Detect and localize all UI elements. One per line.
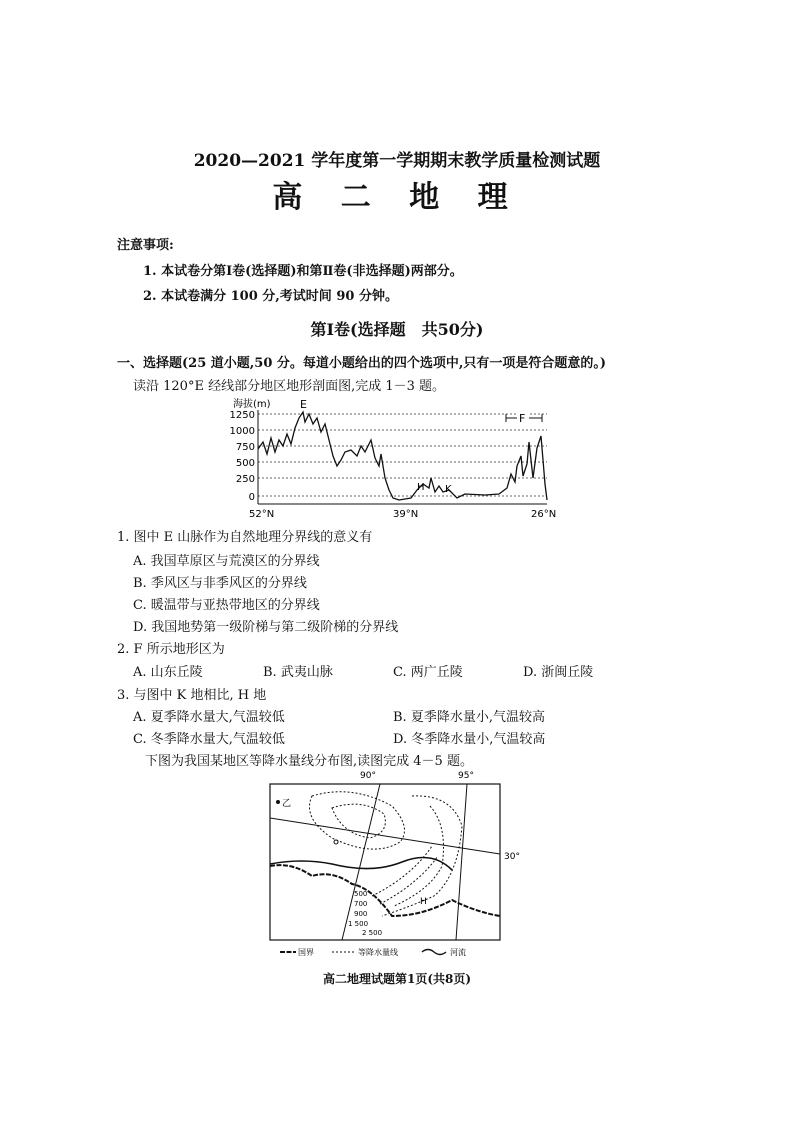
profile-gridlines <box>258 414 547 496</box>
question-3-option-d: D. 冬季降水量小,气温较高 <box>393 732 546 747</box>
meridian-95 <box>456 784 467 940</box>
part1-title: 第Ⅰ卷(选择题 共50分) <box>310 320 484 339</box>
section-heading: 一、选择题(25 道小题,50 分。每道小题给出的四个选项中,只有一项是符合题意的。) <box>117 356 607 371</box>
question-3-option-a: A. 夏季降水量大,气温较低 <box>133 710 285 725</box>
question-1-option-b: B. 季风区与非季风区的分界线 <box>133 576 307 591</box>
iso-label-900: 900 <box>354 910 368 918</box>
iso-label-500: 500 <box>354 890 368 898</box>
terrain-profile-line <box>258 412 547 500</box>
city-marker <box>334 840 338 844</box>
parallel-30 <box>270 818 500 854</box>
notice-heading: 注意事项: <box>117 238 174 253</box>
question-2-option-a: A. 山东丘陵 <box>133 665 203 680</box>
ytick: 750 <box>235 442 255 453</box>
label-K: K <box>445 484 452 495</box>
page-footer: 高二地理试题第1页(共8页) <box>322 972 472 986</box>
national-border <box>270 865 500 916</box>
notice-item-1: 1. 本试卷分第Ⅰ卷(选择题)和第Ⅱ卷(非选择题)两部分。 <box>143 264 463 279</box>
question-2-stem: 2. F 所示地形区为 <box>117 642 225 657</box>
point-yi-label: 乙 <box>282 799 292 809</box>
lon-label-90: 90° <box>360 771 376 781</box>
label-E: E <box>300 398 307 411</box>
lon-label-95: 95° <box>458 771 474 781</box>
isohyet-map <box>262 766 520 962</box>
question-3-option-b: B. 夏季降水量小,气温较高 <box>393 710 545 725</box>
ytick: 250 <box>235 474 255 485</box>
legend-river-label: 河流 <box>450 948 466 957</box>
intro-1-3: 读沿 120°E 经线部分地区地形剖面图,完成 1－3 题。 <box>133 379 446 394</box>
terrain-profile-chart <box>225 394 575 522</box>
legend-isohyet-label: 等降水量线 <box>358 948 398 957</box>
question-2-option-b: B. 武夷山脉 <box>263 665 333 680</box>
question-1-option-c: C. 暖温带与亚热带地区的分界线 <box>133 598 320 613</box>
iso-label-2500: 2 500 <box>362 929 383 937</box>
label-H: H <box>417 482 425 493</box>
lat-label-30: 30° <box>504 852 520 862</box>
xtick: 26°N <box>531 509 557 520</box>
exam-title: 2020—2021 学年度第一学期期末教学质量检测试题 <box>193 151 601 171</box>
question-2-option-c: C. 两广丘陵 <box>393 665 463 680</box>
profile-ylabel: 海拔(m) <box>233 399 271 410</box>
ytick: 1000 <box>229 426 255 437</box>
xtick: 52°N <box>249 509 275 520</box>
ytick: 0 <box>248 492 255 503</box>
point-yi-marker <box>276 800 280 804</box>
question-3-option-c: C. 冬季降水量大,气温较低 <box>133 732 285 747</box>
question-1-stem: 1. 图中 E 山脉作为自然地理分界线的意义有 <box>117 530 373 545</box>
iso-label-1500: 1 500 <box>348 920 369 928</box>
notice-item-2: 2. 本试卷满分 100 分,考试时间 90 分钟。 <box>143 289 398 304</box>
legend-border-label: 国界 <box>298 948 314 957</box>
map-label-H: H <box>420 897 427 907</box>
intro-4-5: 下图为我国某地区等降水量线分布图,读图完成 4－5 题。 <box>145 754 473 769</box>
xtick: 39°N <box>393 509 419 520</box>
question-2-option-d: D. 浙闽丘陵 <box>523 665 594 680</box>
question-3-stem: 3. 与图中 K 地相比, H 地 <box>117 688 267 703</box>
subject-title: 高 二 地 理 <box>272 180 522 215</box>
isohyet-lines <box>310 792 463 916</box>
ytick: 1250 <box>229 410 255 421</box>
ytick: 500 <box>235 458 255 469</box>
iso-label-700: 700 <box>354 900 368 908</box>
question-1-option-d: D. 我国地势第一级阶梯与第二级阶梯的分界线 <box>133 620 399 635</box>
label-F: F <box>519 412 526 425</box>
question-1-option-a: A. 我国草原区与荒漠区的分界线 <box>133 554 320 569</box>
legend-river-symbol <box>422 950 446 955</box>
